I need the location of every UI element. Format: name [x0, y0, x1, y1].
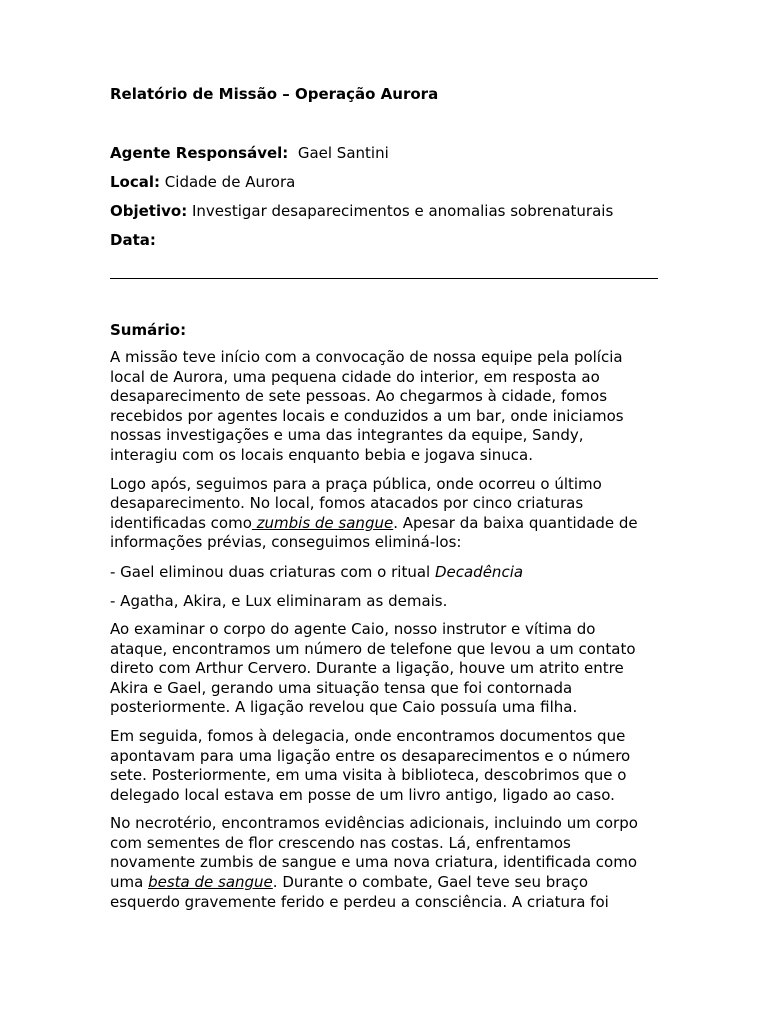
- report-title: Relatório de Missão – Operação Aurora: [110, 85, 439, 103]
- meta-key: Objetivo:: [110, 202, 188, 220]
- text-line: local de Aurora, uma pequena cidade do interior, em resposta ao: [110, 367, 600, 386]
- text-line: recebidos por agentes locais e conduzidos a um bar, onde iniciamos: [110, 406, 624, 425]
- term-decadencia: Decadência: [434, 562, 524, 581]
- text-span: uma: [110, 873, 149, 892]
- paragraph-2: [110, 475, 662, 553]
- text-line: direto com Arthur Cervero. Durante a ligação, houve um atrito entre: [110, 659, 624, 678]
- meta-value: Gael Santini: [288, 144, 389, 162]
- report-body: [110, 84, 662, 912]
- text-line: Em seguida, fomos à delegacia, onde encontramos documentos que: [110, 726, 626, 745]
- text-span: identificadas como: [110, 513, 252, 532]
- text-line: sete. Posteriormente, em uma visita à biblioteca, descobrimos que o: [110, 766, 627, 785]
- text-span: . Durante o combate, Gael teve seu braço: [272, 873, 589, 892]
- text-line: delegado local estava em posse de um livro antigo, ligado ao caso.: [110, 785, 615, 804]
- text-line: Akira e Gael, gerando uma situação tensa que foi contornada: [110, 678, 573, 697]
- meta-key: Agente Responsável:: [110, 144, 289, 162]
- text-line: [110, 514, 662, 534]
- meta-objective: [110, 201, 662, 221]
- text-line: apontavam para uma ligação entre os desaparecimentos e o número: [110, 746, 631, 765]
- text-line: Ao examinar o corpo do agente Caio, nosso instrutor e vítima do: [110, 619, 596, 638]
- meta-location: [110, 172, 662, 192]
- term-besta-de-sangue: besta de sangue: [148, 873, 273, 892]
- meta-value: Cidade de Aurora: [160, 173, 296, 191]
- bullet-agatha: - Agatha, Akira, e Lux eliminaram as demais.: [110, 591, 448, 610]
- paragraph-1: [110, 348, 662, 466]
- text-line: ataque, encontramos um número de telefone que levou a um contato: [110, 639, 636, 658]
- text-line: [110, 873, 662, 893]
- text-line: interagiu com os locais enquanto bebia e jogava sinuca.: [110, 445, 533, 464]
- meta-key: Data:: [110, 231, 156, 249]
- bullet-gael: [110, 562, 662, 582]
- text-line: novamente zumbis de sangue e uma nova criatura, identificada como: [110, 853, 638, 872]
- paragraph-5: [110, 814, 662, 912]
- text-line: com sementes de flor crescendo nas costas. Lá, enfrentamos: [110, 833, 571, 852]
- meta-key: Local:: [110, 173, 161, 191]
- text-line: desaparecimento de sete pessoas. Ao chegarmos à cidade, fomos: [110, 387, 608, 406]
- paragraph-4: [110, 727, 662, 805]
- text-span: . Apesar da baixa quantidade de: [393, 513, 638, 532]
- text-span: - Gael eliminou duas criaturas com o ritual: [110, 562, 435, 581]
- text-line: desaparecimento. No local, fomos atacados por cinco criaturas: [110, 494, 584, 513]
- summary-heading: Sumário:: [110, 321, 187, 339]
- text-line: No necrotério, encontramos evidências adicionais, incluindo um corpo: [110, 814, 638, 833]
- meta-agent: [110, 143, 662, 163]
- text-line: nossas investigações e uma das integrantes da equipe, Sandy,: [110, 426, 584, 445]
- text-line: A missão teve início com a convocação de nossa equipe pela polícia: [110, 348, 623, 366]
- meta-date: [110, 230, 662, 250]
- text-line: Logo após, seguimos para a praça pública, onde ocorreu o último: [110, 474, 602, 493]
- term-zumbis-de-sangue: zumbis de sangue: [251, 513, 394, 532]
- text-line: esquerdo gravemente ferido e perdeu a consciência. A criatura foi: [110, 892, 609, 911]
- meta-value: Investigar desaparecimentos e anomalias sobrenaturais: [187, 202, 614, 220]
- text-line: informações prévias, conseguimos eliminá-los:: [110, 533, 462, 552]
- paragraph-3: [110, 620, 662, 718]
- text-line: posteriormente. A ligação revelou que Caio possuía uma filha.: [110, 698, 578, 717]
